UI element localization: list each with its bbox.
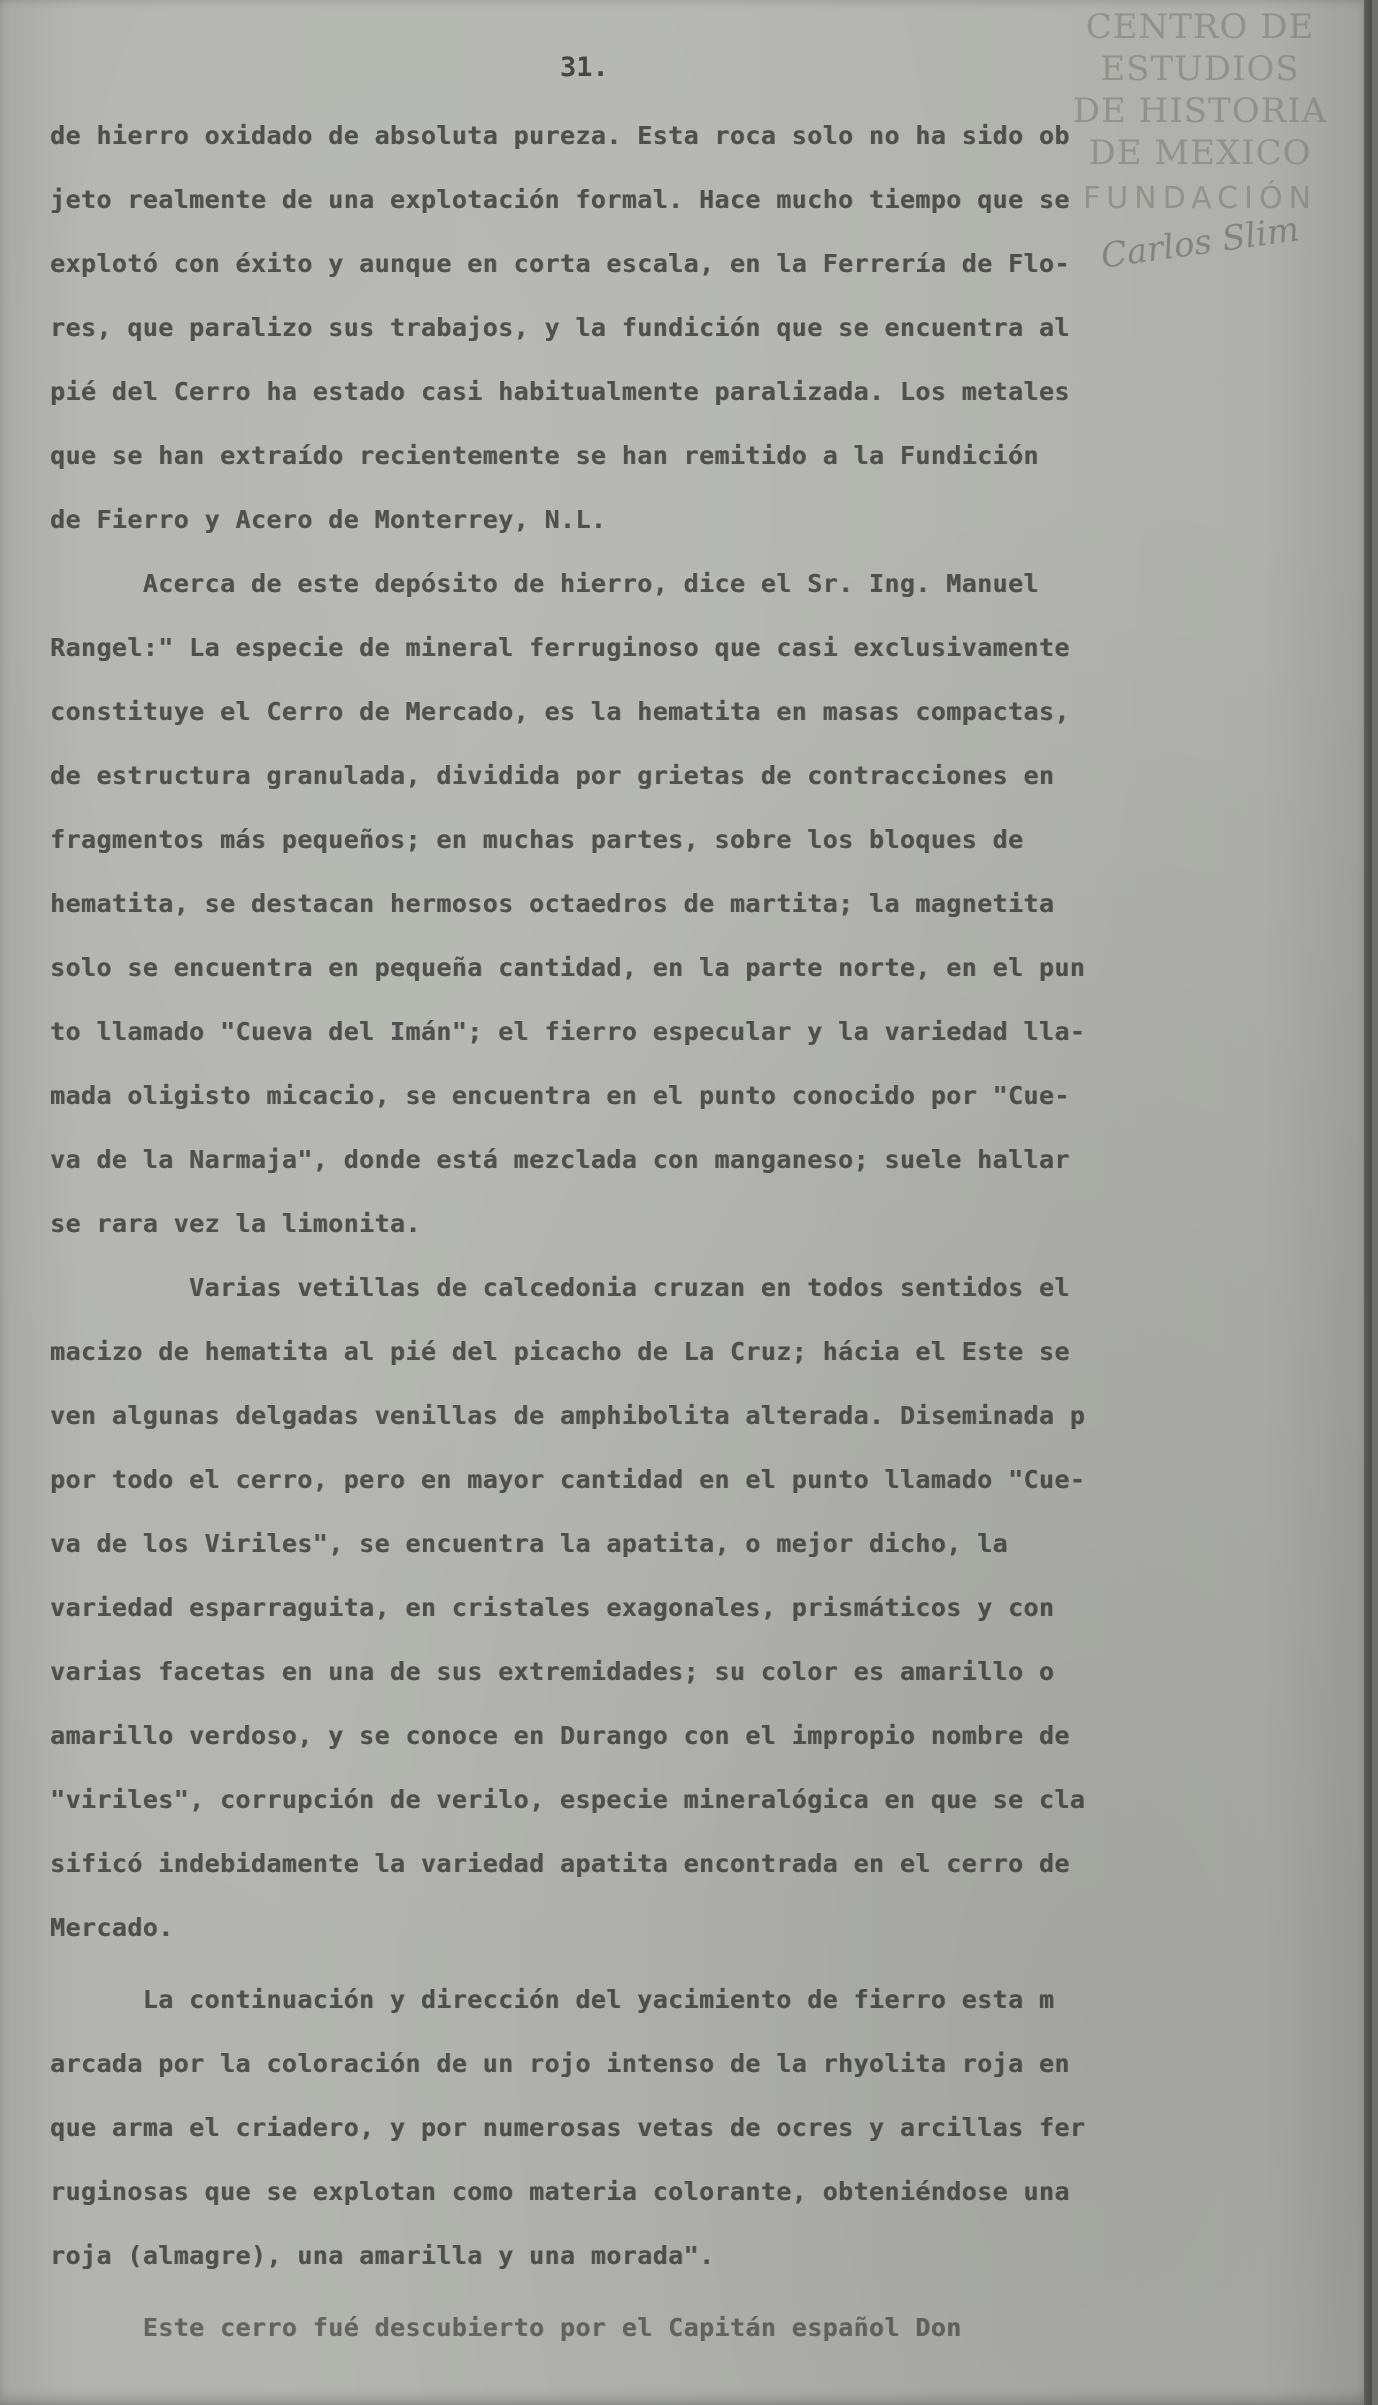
text-line: solo se encuentra en pequeña cantidad, en la parte norte, en el pun [50,953,1086,982]
text-line: ven algunas delgadas venillas de amphibolita alterada. Diseminada p [50,1401,1086,1430]
text-line: to llamado "Cueva del Imán"; el fierro especular y la variedad lla- [50,1017,1086,1046]
text-line: Rangel:" La especie de mineral ferruginoso que casi exclusivamente [50,633,1070,662]
typewritten-body [50,104,1300,2360]
watermark-line-1: CENTRO DE [1085,7,1315,47]
text-line: fragmentos más pequeños; en muchas partes, sobre los bloques de [50,825,1024,854]
watermark-signature: Carlos Slim [1098,209,1302,277]
text-line: de estructura granulada, dividida por grietas de contracciones en [50,761,1055,790]
text-line: ruginosas que se explotan como materia colorante, obteniéndose una [50,2177,1070,2206]
text-line: varias facetas en una de sus extremidades; su color es amarillo o [50,1657,1055,1686]
watermark-line-3: DE HISTORIA [1072,91,1328,131]
text-line: que se han extraído recientemente se han remitido a la Fundición [50,441,1039,470]
text-line: sificó indebidamente la variedad apatita encontrada en el cerro de [50,1849,1070,1878]
text-line: constituye el Cerro de Mercado, es la hematita en masas compactas, [50,697,1070,726]
text-line: pié del Cerro ha estado casi habitualmente paralizada. Los metales [50,377,1070,406]
text-line: Acerca de este depósito de hierro, dice el Sr. Ing. Manuel [50,569,1039,598]
watermark-foundation: FUNDACIÓN [1082,181,1318,216]
text-line: de hierro oxidado de absoluta pureza. Esta roca solo no ha sido ob [50,121,1070,150]
text-line: "viriles", corrupción de verilo, especie mineralógica en que se cla [50,1785,1086,1814]
text-line: explotó con éxito y aunque en corta escala, en la Ferrería de Flo- [50,249,1070,278]
text-line: va de la Narmaja", donde está mezclada con manganeso; suele hallar [50,1145,1070,1174]
text-line: macizo de hematita al pié del picacho de La Cruz; hácia el Este se [50,1337,1070,1366]
text-line: que arma el criadero, y por numerosas vetas de ocres y arcillas fer [50,2113,1086,2142]
text-line: de Fierro y Acero de Monterrey, N.L. [50,505,607,534]
text-line: mada oligisto micacio, se encuentra en el punto conocido por "Cue- [50,1081,1070,1110]
text-line: arcada por la coloración de un rojo intenso de la rhyolita roja en [50,2049,1070,2078]
text-line: hematita, se destacan hermosos octaedros de martita; la magnetita [50,889,1055,918]
text-line: Varias vetillas de calcedonia cruzan en todos sentidos el [50,1273,1070,1302]
text-line: amarillo verdoso, y se conoce en Durango con el impropio nombre de [50,1721,1070,1750]
text-line: jeto realmente de una explotación formal. Hace mucho tiempo que se [50,185,1070,214]
text-line: por todo el cerro, pero en mayor cantidad en el punto llamado "Cue- [50,1465,1086,1494]
page-edge-shadow [1364,0,1372,2405]
text-line: La continuación y dirección del yacimiento de fierro esta m [50,1985,1055,2014]
text-line: Mercado. [50,1913,174,1942]
text-line: va de los Viriles", se encuentra la apatita, o mejor dicho, la [50,1529,1008,1558]
text-line: variedad esparraguita, en cristales exagonales, prismáticos y con [50,1593,1055,1622]
watermark-line-4: DE MEXICO [1088,133,1312,173]
text-line: se rara vez la limonita. [50,1209,421,1238]
text-line: roja (almagre), una amarilla y una morada". [50,2241,715,2270]
text-line: res, que paralizo sus trabajos, y la fundición que se encuentra al [50,313,1070,342]
text-line: Este cerro fué descubierto por el Capitán español Don [50,2313,962,2342]
watermark-line-2: ESTUDIOS [1100,49,1300,89]
page-number: 31. [560,52,609,83]
